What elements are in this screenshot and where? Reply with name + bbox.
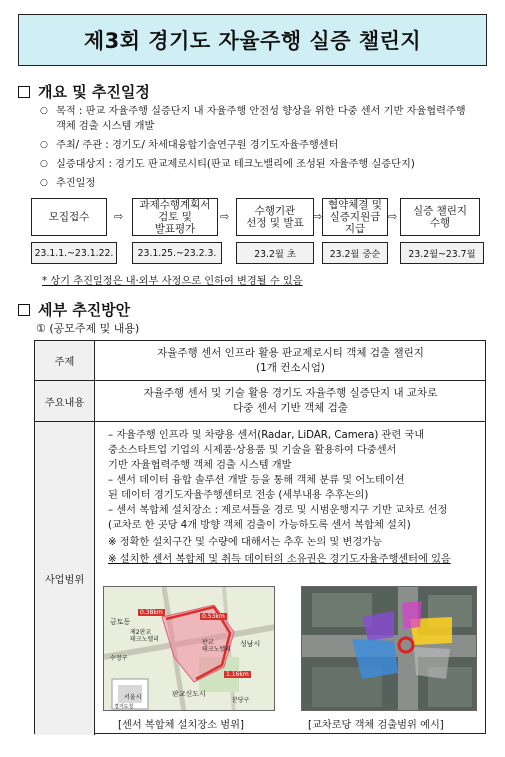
schedule-date-5: 23.2월~23.7월 [400,242,484,264]
bullet-host: ○ 주최/ 주관 : 경기도/ 차세대융합기술연구원 경기도자율주행센터 [40,140,339,151]
row-label: 주요내용 [35,381,95,421]
arrow-right-icon: ⇨ [388,210,398,223]
checkbox-square-icon [18,304,30,316]
distance-badge: 1.16km [226,671,249,678]
map-label: 제2판교 테크노밸리 [130,629,159,643]
bullet-site: ○ 실증대상지 : 경기도 판교제로시티(판교 테크노밸리에 조성된 자율주행 실증단지) [40,159,415,170]
section-heading-detail: 세부 추진방안 [18,299,130,320]
schedule-date-3: 23.2월 초 [236,242,314,264]
schedule-date-1: 23.1.1.~23.1.22. [31,242,117,264]
map-detection-range [301,586,477,711]
scope-line: – 센서 복합체 설치장소 : 제로셔틀을 경로 및 시범운행지구 기반 교차로 선정 [108,505,448,516]
table-row-content [35,381,485,422]
schedule-step-4: 협약체결 및 실증지원금 지급 [322,198,388,236]
scope-line: ※ 정확한 설치구간 및 수량에 대해서는 추후 논의 및 변경가능 [108,537,382,548]
row-value: 자율주행 센서 인프라 활용 판교제로시티 객체 검출 챌린지 (1개 컨소시엄) [157,346,424,374]
bullet-purpose-cont: 객체 검출 시스템 개발 [56,121,155,132]
table-row-topic [35,341,485,381]
schedule-step-1: 모집접수 [31,198,107,236]
map-label: 수정구 [110,655,128,662]
map-label: 경기도청 [114,704,134,710]
schedule-step-5: 실증 챌린지 수행 [400,198,480,236]
scope-line: (교차로 한 곳당 4개 방향 객체 검출이 가능하도록 센서 복합체 설치) [108,520,411,531]
row-value: 자율주행 센서 및 기술 활용 경기도 자율주행 실증단지 내 교차로 다중 센서 기반 객체 검출 [143,387,438,414]
document-title-box [18,14,487,66]
row-label: 사업범위 [35,422,95,735]
bullet-schedule: ○ 추진일정 [40,178,96,189]
section-heading-overview: 개요 및 추진일정 [18,81,150,102]
map-label: 서울시 [124,694,142,701]
map-label: 금토동 [110,618,131,626]
map-label: 판교신도시 [172,690,206,698]
schedule-step-2: 과제수행계획서 검토 및 발표평가 [132,198,218,236]
document-title: 제3회 경기도 자율주행 실증 챌린지 [83,29,422,53]
caption-detection-range: [교차로당 객체 검출범위 예시] [308,720,444,731]
aerial-photo-graphic [302,587,477,711]
arrow-right-icon: ⇨ [114,210,124,223]
schedule-step-3: 수행기관 선정 및 발표 [236,198,314,236]
scope-line: – 자율주행 인프라 및 차량용 센서(Radar, LiDAR, Camera) 관련 국내 [108,430,425,441]
map-installation-range [103,586,275,711]
scope-line: ※ 설치한 센서 복합체 및 취득 데이터의 소유권은 경기도자율주행센터에 있음 [108,554,451,565]
map-label: 성남시 [240,640,261,648]
arrow-right-icon: ⇨ [313,210,323,223]
distance-badge: 0.53km [202,613,225,620]
schedule-note: * 상기 추진일정은 내·외부 사정으로 인하여 변경될 수 있음 [42,276,303,287]
map-label: 판교 테크노밸리 [202,639,231,653]
arrow-right-icon: ⇨ [220,210,230,223]
schedule-date-4: 23.2월 중순 [322,242,388,264]
bullet-purpose: ○ 목적 : 판교 자율주행 실증단지 내 자율주행 안전성 향상을 위한 다중 센서 기반 자율협력주행 [40,106,466,117]
row-label: 주제 [35,341,95,380]
scope-line: 된 데이터 경기도자율주행센터로 전송 (세부내용 추후논의) [108,490,369,501]
map-label: 분당구 [232,697,250,704]
scope-line: – 센서 데이터 융합 솔루션 개발 등을 통해 객체 분류 및 어노테이션 [108,475,405,486]
distance-badge: 0.38km [140,609,163,616]
schedule-date-2: 23.1.25.~23.2.3. [132,242,222,264]
sub-heading-topic: ① (공모주제 및 내용) [36,322,140,335]
checkbox-square-icon [18,86,30,98]
scope-line: 기반 자율협력주행 객체 검출 시스템 개발 [108,460,292,471]
scope-line: 중소스타트업 기업의 시제품·상용품 및 기술을 활용하여 다중센서 [108,445,397,456]
caption-installation-range: [센서 복합체 설치장소 범위] [118,720,244,731]
